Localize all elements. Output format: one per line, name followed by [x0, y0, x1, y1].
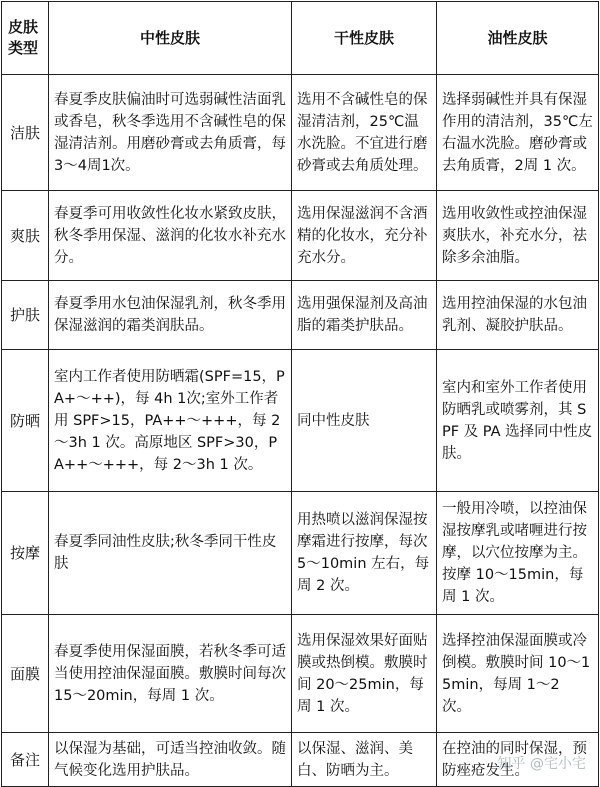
cell-dry: 用热喷以滋润保湿按摩霜进行按摩，每次 5～10min 左右，每周 2 次。 — [292, 492, 437, 615]
cell-neutral: 春夏季用水包油保湿乳剂，秋冬季用保湿滋润的霜类润肤品。 — [49, 281, 292, 350]
cell-oily: 选择控油保湿面膜或冷倒模。敷膜时间 10～15min，每周 1～2 次。 — [437, 615, 599, 733]
row-label: 防晒 — [2, 350, 49, 492]
header-neutral-skin: 中性皮肤 — [49, 2, 292, 75]
table-row — [2, 191, 599, 281]
row-label: 洁肤 — [2, 75, 49, 191]
table-row — [2, 492, 599, 615]
cell-neutral: 春夏季可用收敛性化妆水紧致皮肤，秋冬季用保湿、滋润的化妆水补充水分。 — [49, 191, 292, 281]
header-skin-type: 皮肤类型 — [2, 2, 49, 75]
table-row — [2, 281, 599, 350]
cell-neutral: 春夏季同油性皮肤;秋冬季同干性皮肤 — [49, 492, 292, 615]
header-row — [2, 2, 599, 75]
table-row — [2, 615, 599, 733]
watermark: 知乎 @宅小宅 — [497, 756, 586, 772]
row-label: 护肤 — [2, 281, 49, 350]
cell-dry: 选用不含碱性皂的保湿清洁剂，25℃温水洗脸。不宜进行磨砂膏或去角质处理。 — [292, 75, 437, 191]
cell-neutral: 室内工作者使用防晒霜(SPF=15，PA+～++)，每 4h 1次;室外工作者用 SPF>15，PA++～+++，每 2～3h 1 次。高原地区 SPF>30，PA++～+++，每 2～3h 1 次。 — [49, 350, 292, 492]
cell-oily: 选用控油保湿的水包油乳剂、凝胶护肤品。 — [437, 281, 599, 350]
row-label: 面膜 — [2, 615, 49, 733]
cell-dry: 选用保湿滋润不含酒精的化妆水，充分补充水分。 — [292, 191, 437, 281]
cell-dry: 同中性皮肤 — [292, 350, 437, 492]
cell-oily: 室内和室外工作者使用防晒乳或喷雾剂，其 SPF 及 PA 选择同中性皮肤。 — [437, 350, 599, 492]
cell-neutral: 以保湿为基础，可适当控油收敛。随气候变化选用护肤品。 — [49, 733, 292, 787]
cell-neutral: 春夏季皮肤偏油时可选弱碱性洁面乳或香皂，秋冬季选用不含碱性皂的保湿清洁剂。用磨砂膏或去角质膏，每3～4周1次。 — [49, 75, 292, 191]
row-label: 备注 — [2, 733, 49, 787]
cell-oily: 在控油的同时保湿，预防痤疮发生。 — [437, 733, 599, 787]
cell-oily: 一般用冷喷，以控油保湿按摩乳或啫喱进行按摩，以穴位按摩为主。按摩 10～15min，每周 1 次。 — [437, 492, 599, 615]
cell-neutral: 春夏季使用保湿面膜，若秋冬季可适当使用控油保湿面膜。敷膜时间每次 15～20min，每周 1 次。 — [49, 615, 292, 733]
row-label: 按摩 — [2, 492, 49, 615]
skin-care-table — [1, 1, 599, 787]
cell-dry: 以保湿、滋润、美白、防晒为主。 — [292, 733, 437, 787]
cell-dry: 选用强保湿剂及高油脂的霜类护肤品。 — [292, 281, 437, 350]
table-row — [2, 75, 599, 191]
row-label: 爽肤 — [2, 191, 49, 281]
header-dry-skin: 干性皮肤 — [292, 2, 437, 75]
cell-dry: 选用保湿效果好面贴膜或热倒模。敷膜时间 20～25min，每周 1 次。 — [292, 615, 437, 733]
cell-oily: 选择弱碱性并具有保湿作用的清洁剂，35℃左右温水洗脸。磨砂膏或去角质膏，2周 1 次。 — [437, 75, 599, 191]
table-row — [2, 350, 599, 492]
header-oily-skin: 油性皮肤 — [437, 2, 599, 75]
cell-oily: 选用收敛性或控油保湿爽肤水，补充水分，祛除多余油脂。 — [437, 191, 599, 281]
